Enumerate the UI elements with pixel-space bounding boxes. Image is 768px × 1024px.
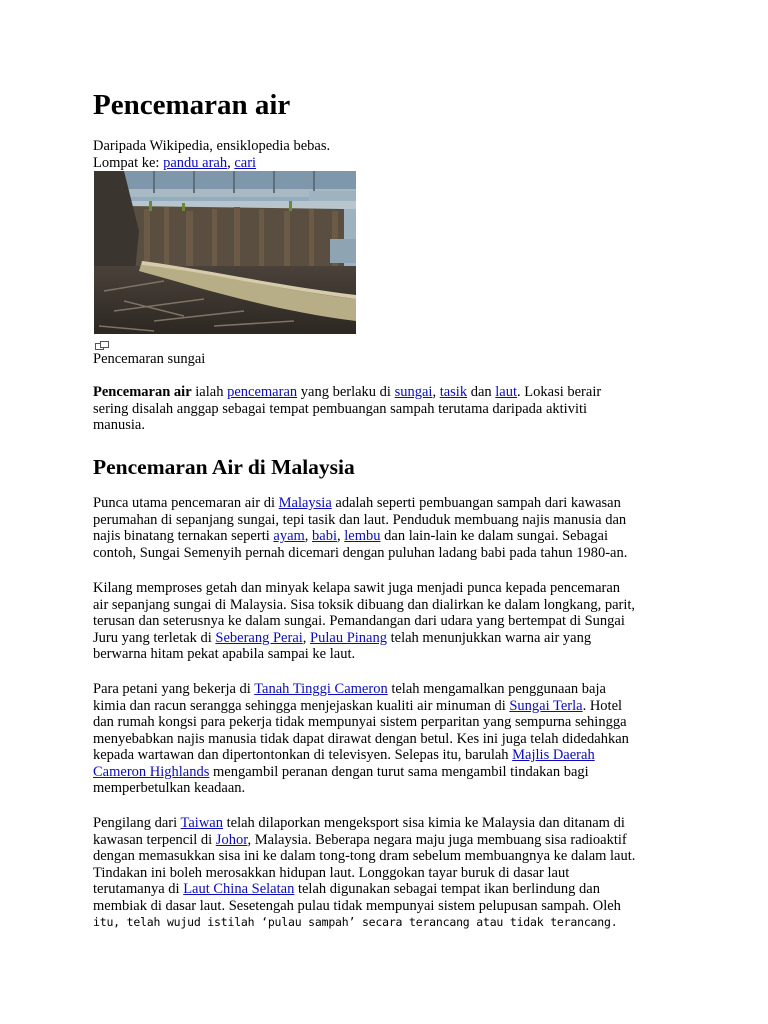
text-line — [93, 747, 683, 764]
bold-term: Pencemaran air — [93, 384, 192, 400]
intro-paragraph — [93, 384, 683, 434]
text-run: telah digunakan sebagai tempat ikan berlindung dan — [294, 881, 600, 897]
wiki-link[interactable]: Malaysia — [278, 495, 332, 511]
text-line — [93, 832, 683, 849]
text-run: dan rumah kongsi para pekerja tidak mempunyai sistem perparitan yang sempurna sehingga — [93, 714, 627, 730]
text-run: dan lain-lain ke dalam sungai. Sebagai — [380, 528, 609, 544]
page-title: Pencemaran air — [93, 89, 291, 121]
text-run: terutamanya di — [93, 881, 184, 897]
text-line — [93, 597, 683, 614]
wiki-link[interactable]: tasik — [439, 384, 468, 400]
text-line — [93, 401, 683, 418]
source-note: Daripada Wikipedia, ensiklopedia bebas. — [93, 138, 331, 154]
text-line — [93, 580, 683, 597]
text-line — [93, 681, 683, 698]
text-line — [93, 528, 683, 545]
wiki-link[interactable]: lembu — [344, 528, 381, 544]
text-run: itu, telah wujud istilah ‘pulau sampah’ secara terancang atau tidak terancang. — [93, 915, 618, 929]
wiki-link[interactable]: Pulau Pinang — [310, 629, 387, 646]
text-line — [93, 764, 683, 781]
text-line — [93, 848, 683, 865]
paragraph-2 — [93, 580, 683, 663]
wiki-link[interactable]: Sungai Terla — [509, 697, 583, 714]
wiki-link[interactable]: sungai — [394, 384, 433, 400]
text-run: , — [432, 384, 440, 400]
text-line — [93, 384, 683, 401]
text-line — [93, 714, 683, 731]
text-run: ialah — [191, 384, 228, 400]
text-line — [93, 731, 683, 748]
text-line — [93, 698, 683, 715]
enlarge-icon[interactable] — [95, 341, 109, 351]
text-run: , — [304, 528, 313, 544]
jump-sep: , — [227, 154, 235, 171]
wiki-link[interactable]: ayam — [273, 528, 305, 544]
text-run: adalah seperti pembuangan sampah dari kawasan — [331, 495, 621, 511]
river-pollution-photo[interactable] — [94, 171, 356, 334]
text-run: air sepanjang sungai di Malaysia. Sisa toksik dibuang dan dialirkan ke dalam longkang, parit, — [93, 596, 636, 613]
text-line — [93, 898, 683, 915]
text-run: sering disalah anggap sebagai tempat pembuangan sampah terutama daripada aktiviti — [93, 400, 588, 417]
section-heading: Pencemaran Air di Malaysia — [93, 455, 355, 479]
text-line — [93, 545, 683, 562]
text-run: telah mengamalkan penggunaan baja — [387, 681, 606, 697]
image-caption: Pencemaran sungai — [93, 351, 206, 367]
text-run: Juru yang terletak di — [93, 629, 216, 646]
wiki-link[interactable]: Seberang Perai — [215, 629, 303, 646]
text-line — [93, 613, 683, 630]
text-run: kawasan terpencil di — [93, 831, 216, 848]
text-run: manusia. — [93, 417, 145, 433]
text-line — [93, 881, 683, 898]
text-run: dengan memasukkan sisa ini ke dalam tong-tong dram sebelum membuangnya ke dalam laut. — [93, 848, 636, 864]
text-line — [93, 865, 683, 882]
jump-search-link[interactable]: cari — [234, 154, 257, 171]
text-line — [93, 780, 683, 797]
text-run: , — [337, 528, 345, 544]
jump-prefix: Lompat ke: — [93, 154, 164, 171]
text-run: telah dilaporkan mengeksport sisa kimia ke Malaysia dan ditanam di — [223, 815, 625, 831]
text-run: menyebabkan najis manusia tidak dapat dirawat dengan betul. Kes ini juga telah didedahkan — [93, 730, 629, 747]
text-run: terusan dan seterusnya ke dalam sungai. Pemandangan dari udara yang bertempat di Sungai — [93, 613, 625, 629]
wiki-link[interactable]: Laut China Selatan — [183, 881, 295, 897]
text-run: yang berlaku di — [297, 384, 395, 400]
wiki-link[interactable]: Taiwan — [180, 815, 223, 831]
jump-nav-link[interactable]: pandu arah — [163, 154, 228, 171]
wiki-link[interactable]: Johor — [215, 831, 248, 848]
text-run: memperbetulkan keadaan. — [93, 780, 246, 796]
text-run: perumahan di sepanjang sungai, tepi tasik dan laut. Penduduk membuang najis manusia dan — [93, 511, 627, 528]
text-run: Kilang memproses getah dan minyak kelapa sawit juga menjadi punca kepada pencemaran — [93, 580, 621, 596]
text-run: membiak di dasar laut. Sesetengah pulau tidak mempunyai sistem pelupusan sampah. Oleh — [93, 897, 621, 914]
jump-to — [93, 155, 330, 172]
text-run: kimia dan racun serangga sehingga menjejaskan kualiti air minuman di — [93, 697, 510, 714]
wiki-link[interactable]: laut — [495, 384, 518, 400]
river-photo-illustration — [94, 171, 356, 334]
text-run: Pengilang dari — [93, 815, 181, 831]
text-line — [93, 495, 683, 512]
paragraph-4 — [93, 815, 683, 931]
text-run: telah menunjukkan warna air yang — [386, 629, 592, 646]
text-run: , Malaysia. Beberapa negara maju juga membuang sisa radioaktif — [247, 831, 627, 848]
text-run: berwarna hitam pekat apabila sampai ke laut. — [93, 646, 356, 662]
text-run: contoh, Sungai Semenyih pernah dicemari dengan puluhan ladang babi pada tahun 1980-an. — [93, 544, 628, 561]
wiki-link[interactable]: Cameron Highlands — [93, 763, 210, 780]
text-run: Punca utama pencemaran air di — [93, 495, 279, 511]
paragraph-3 — [93, 681, 683, 797]
text-run: . Lokasi berair — [517, 384, 602, 400]
text-run: Para petani yang bekerja di — [93, 681, 255, 697]
text-run: mengambil peranan dengan turut sama mengambil tindakan bagi — [209, 763, 589, 780]
wiki-link[interactable]: babi — [312, 528, 338, 544]
text-run: najis binatang ternakan seperti — [93, 528, 274, 544]
text-line — [93, 417, 683, 434]
text-run: dan — [467, 384, 496, 400]
text-run: Tindakan ini boleh merosakkan hidupan laut. Longgokan tayar buruk di dasar laut — [93, 864, 570, 881]
wiki-link[interactable]: Tanah Tinggi Cameron — [254, 681, 388, 697]
text-line — [93, 630, 683, 647]
text-line — [93, 646, 683, 663]
text-line — [93, 512, 683, 529]
article-meta — [93, 138, 330, 171]
text-run: , — [302, 629, 311, 646]
wiki-link[interactable]: pencemaran — [227, 384, 298, 400]
paragraph-1 — [93, 495, 683, 561]
wiki-link[interactable]: Majlis Daerah — [512, 747, 595, 763]
text-line — [93, 914, 683, 931]
text-run: kepada wartawan dan dipertontonkan di televisyen. Selepas itu, barulah — [93, 747, 513, 763]
text-run: . Hotel — [582, 697, 623, 714]
text-line — [93, 815, 683, 832]
